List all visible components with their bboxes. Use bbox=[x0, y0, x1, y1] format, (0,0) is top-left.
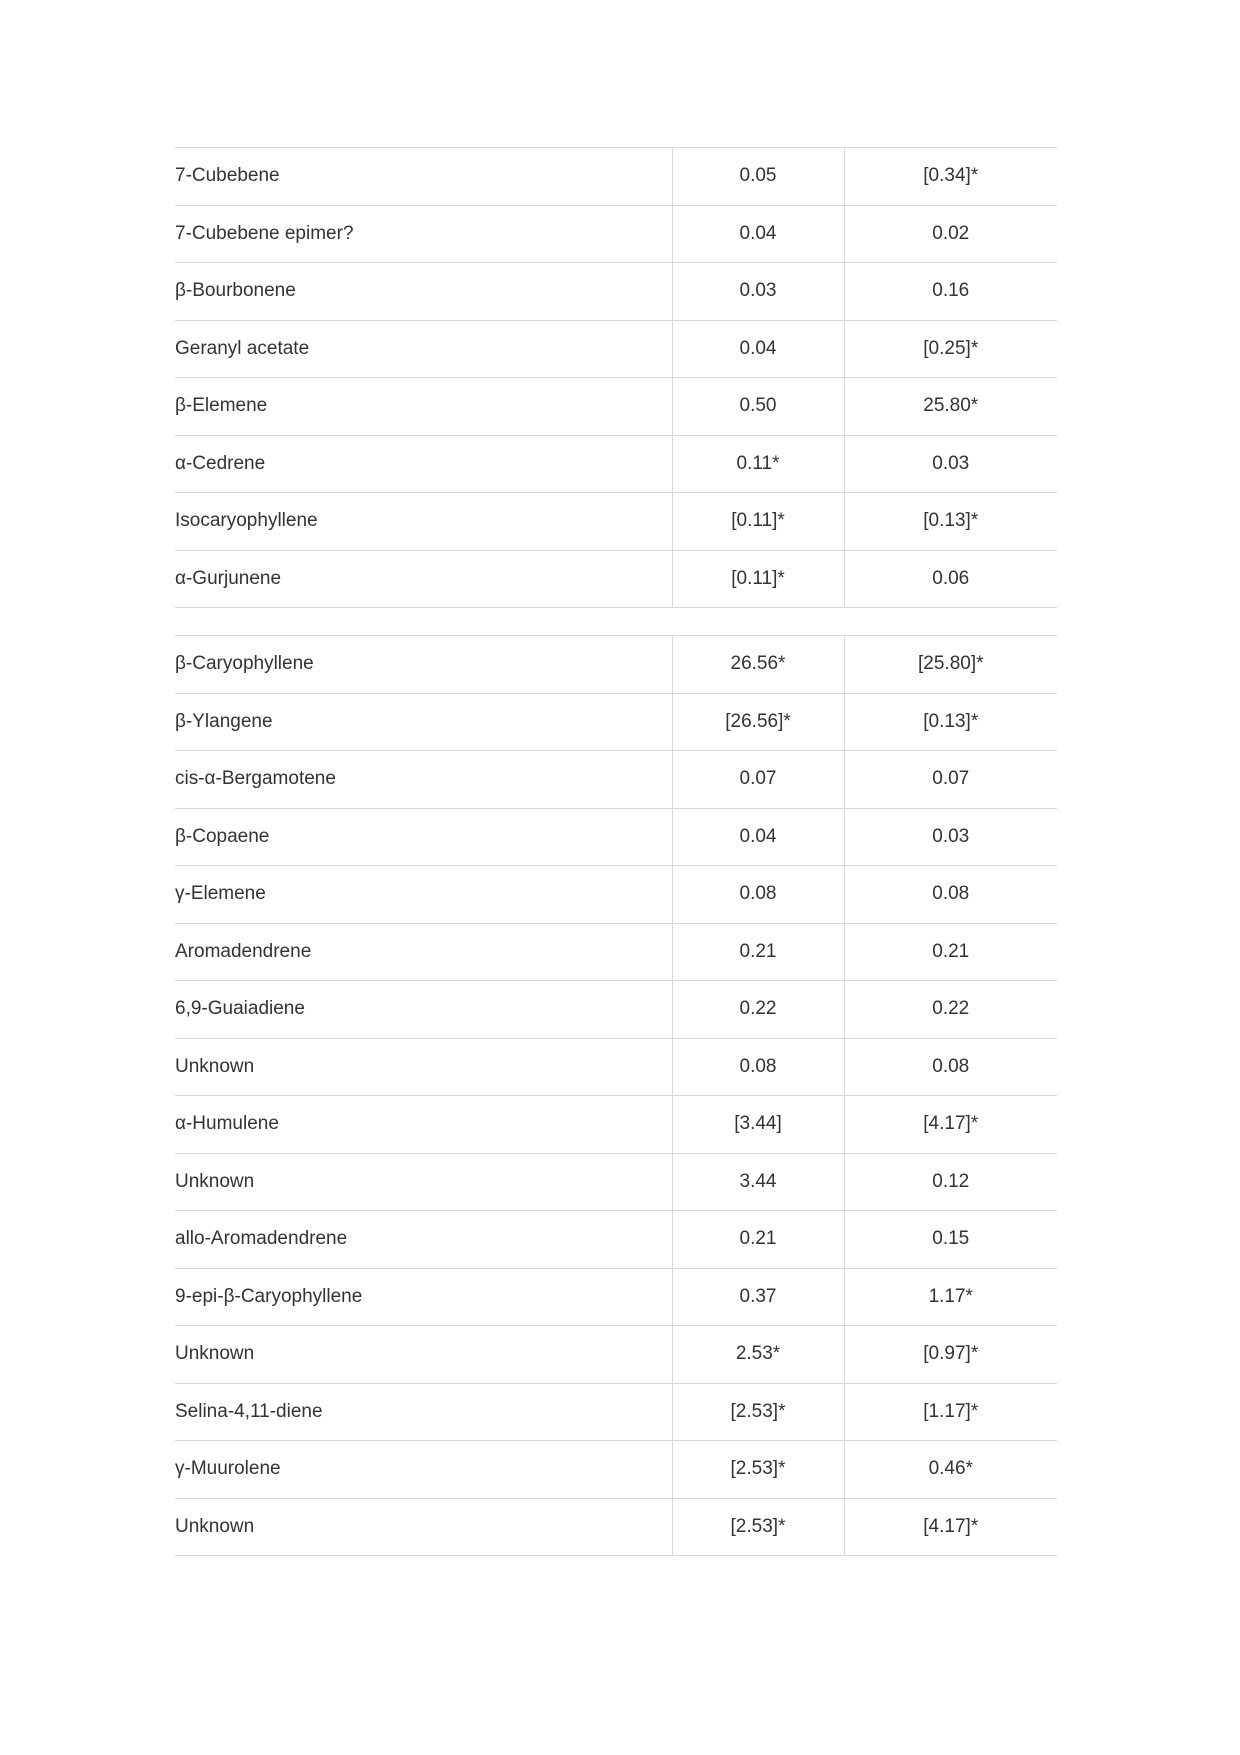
value-1-cell: 0.08 bbox=[672, 866, 844, 924]
compound-name-cell: β-Elemene bbox=[175, 378, 672, 436]
value-2-cell: [0.13]* bbox=[844, 693, 1057, 751]
compound-name-cell: γ-Muurolene bbox=[175, 1441, 672, 1499]
compound-name-cell: Isocaryophyllene bbox=[175, 493, 672, 551]
value-2-cell: [1.17]* bbox=[844, 1383, 1057, 1441]
table-row bbox=[175, 148, 1057, 206]
compound-table-section-1 bbox=[175, 147, 1057, 608]
value-1-cell: 0.21 bbox=[672, 923, 844, 981]
value-2-cell: [0.13]* bbox=[844, 493, 1057, 551]
table-row bbox=[175, 808, 1057, 866]
table-row bbox=[175, 205, 1057, 263]
table-row bbox=[175, 1038, 1057, 1096]
compound-name-cell: β-Ylangene bbox=[175, 693, 672, 751]
compound-name-cell: α-Gurjunene bbox=[175, 550, 672, 608]
compound-name-cell: α-Humulene bbox=[175, 1096, 672, 1154]
table-row bbox=[175, 866, 1057, 924]
value-2-cell: [0.25]* bbox=[844, 320, 1057, 378]
table-row bbox=[175, 378, 1057, 436]
compound-name-cell: Unknown bbox=[175, 1153, 672, 1211]
compound-name-cell: 6,9-Guaiadiene bbox=[175, 981, 672, 1039]
value-2-cell: [0.34]* bbox=[844, 148, 1057, 206]
value-2-cell: 0.21 bbox=[844, 923, 1057, 981]
compound-name-cell: Geranyl acetate bbox=[175, 320, 672, 378]
table-row bbox=[175, 1441, 1057, 1499]
compound-name-cell: β-Bourbonene bbox=[175, 263, 672, 321]
value-1-cell: 0.04 bbox=[672, 320, 844, 378]
compound-name-cell: γ-Elemene bbox=[175, 866, 672, 924]
value-1-cell: 0.08 bbox=[672, 1038, 844, 1096]
table-row bbox=[175, 693, 1057, 751]
value-1-cell: 0.22 bbox=[672, 981, 844, 1039]
table-row bbox=[175, 1096, 1057, 1154]
value-2-cell: 0.06 bbox=[844, 550, 1057, 608]
value-2-cell: 0.22 bbox=[844, 981, 1057, 1039]
compound-name-cell: α-Cedrene bbox=[175, 435, 672, 493]
table-row bbox=[175, 751, 1057, 809]
value-2-cell: 25.80* bbox=[844, 378, 1057, 436]
value-2-cell: 0.02 bbox=[844, 205, 1057, 263]
value-1-cell: 0.07 bbox=[672, 751, 844, 809]
compound-name-cell: allo-Aromadendrene bbox=[175, 1211, 672, 1269]
value-2-cell: [4.17]* bbox=[844, 1498, 1057, 1556]
compound-name-cell: cis-α-Bergamotene bbox=[175, 751, 672, 809]
table-row bbox=[175, 636, 1057, 694]
value-1-cell: 0.11* bbox=[672, 435, 844, 493]
value-2-cell: [25.80]* bbox=[844, 636, 1057, 694]
value-1-cell: 0.50 bbox=[672, 378, 844, 436]
table-row bbox=[175, 1326, 1057, 1384]
value-1-cell: 0.21 bbox=[672, 1211, 844, 1269]
value-2-cell: 0.08 bbox=[844, 866, 1057, 924]
value-2-cell: 0.07 bbox=[844, 751, 1057, 809]
value-1-cell: [0.11]* bbox=[672, 493, 844, 551]
value-2-cell: 0.03 bbox=[844, 435, 1057, 493]
value-1-cell: 2.53* bbox=[672, 1326, 844, 1384]
table-row bbox=[175, 550, 1057, 608]
table-row bbox=[175, 320, 1057, 378]
value-1-cell: [26.56]* bbox=[672, 693, 844, 751]
table-row bbox=[175, 1498, 1057, 1556]
compound-name-cell: 9-epi-β-Caryophyllene bbox=[175, 1268, 672, 1326]
value-1-cell: [2.53]* bbox=[672, 1498, 844, 1556]
value-2-cell: 0.46* bbox=[844, 1441, 1057, 1499]
value-1-cell: [2.53]* bbox=[672, 1441, 844, 1499]
value-2-cell: [0.97]* bbox=[844, 1326, 1057, 1384]
compound-name-cell: Aromadendrene bbox=[175, 923, 672, 981]
compound-name-cell: Unknown bbox=[175, 1326, 672, 1384]
value-2-cell: 1.17* bbox=[844, 1268, 1057, 1326]
table-row bbox=[175, 1153, 1057, 1211]
value-1-cell: 0.04 bbox=[672, 808, 844, 866]
compound-name-cell: β-Copaene bbox=[175, 808, 672, 866]
value-2-cell: 0.08 bbox=[844, 1038, 1057, 1096]
value-1-cell: [3.44] bbox=[672, 1096, 844, 1154]
compound-table-section-2 bbox=[175, 635, 1057, 1556]
value-2-cell: 0.03 bbox=[844, 808, 1057, 866]
value-1-cell: 26.56* bbox=[672, 636, 844, 694]
table-row bbox=[175, 1211, 1057, 1269]
compound-name-cell: Unknown bbox=[175, 1038, 672, 1096]
compound-name-cell: β-Caryophyllene bbox=[175, 636, 672, 694]
value-1-cell: 0.37 bbox=[672, 1268, 844, 1326]
value-1-cell: 0.05 bbox=[672, 148, 844, 206]
value-1-cell: 0.03 bbox=[672, 263, 844, 321]
table-row bbox=[175, 1383, 1057, 1441]
compound-name-cell: 7-Cubebene epimer? bbox=[175, 205, 672, 263]
value-1-cell: 3.44 bbox=[672, 1153, 844, 1211]
table-row bbox=[175, 493, 1057, 551]
compound-name-cell: Unknown bbox=[175, 1498, 672, 1556]
value-2-cell: 0.12 bbox=[844, 1153, 1057, 1211]
value-1-cell: 0.04 bbox=[672, 205, 844, 263]
table-row bbox=[175, 981, 1057, 1039]
table-row bbox=[175, 923, 1057, 981]
section-gap bbox=[175, 608, 1057, 635]
value-1-cell: [0.11]* bbox=[672, 550, 844, 608]
value-1-cell: [2.53]* bbox=[672, 1383, 844, 1441]
compound-name-cell: 7-Cubebene bbox=[175, 148, 672, 206]
table-row bbox=[175, 1268, 1057, 1326]
table-row bbox=[175, 263, 1057, 321]
value-2-cell: 0.15 bbox=[844, 1211, 1057, 1269]
value-2-cell: 0.16 bbox=[844, 263, 1057, 321]
compound-name-cell: Selina-4,11-diene bbox=[175, 1383, 672, 1441]
value-2-cell: [4.17]* bbox=[844, 1096, 1057, 1154]
document-page bbox=[175, 147, 1057, 1556]
table-row bbox=[175, 435, 1057, 493]
